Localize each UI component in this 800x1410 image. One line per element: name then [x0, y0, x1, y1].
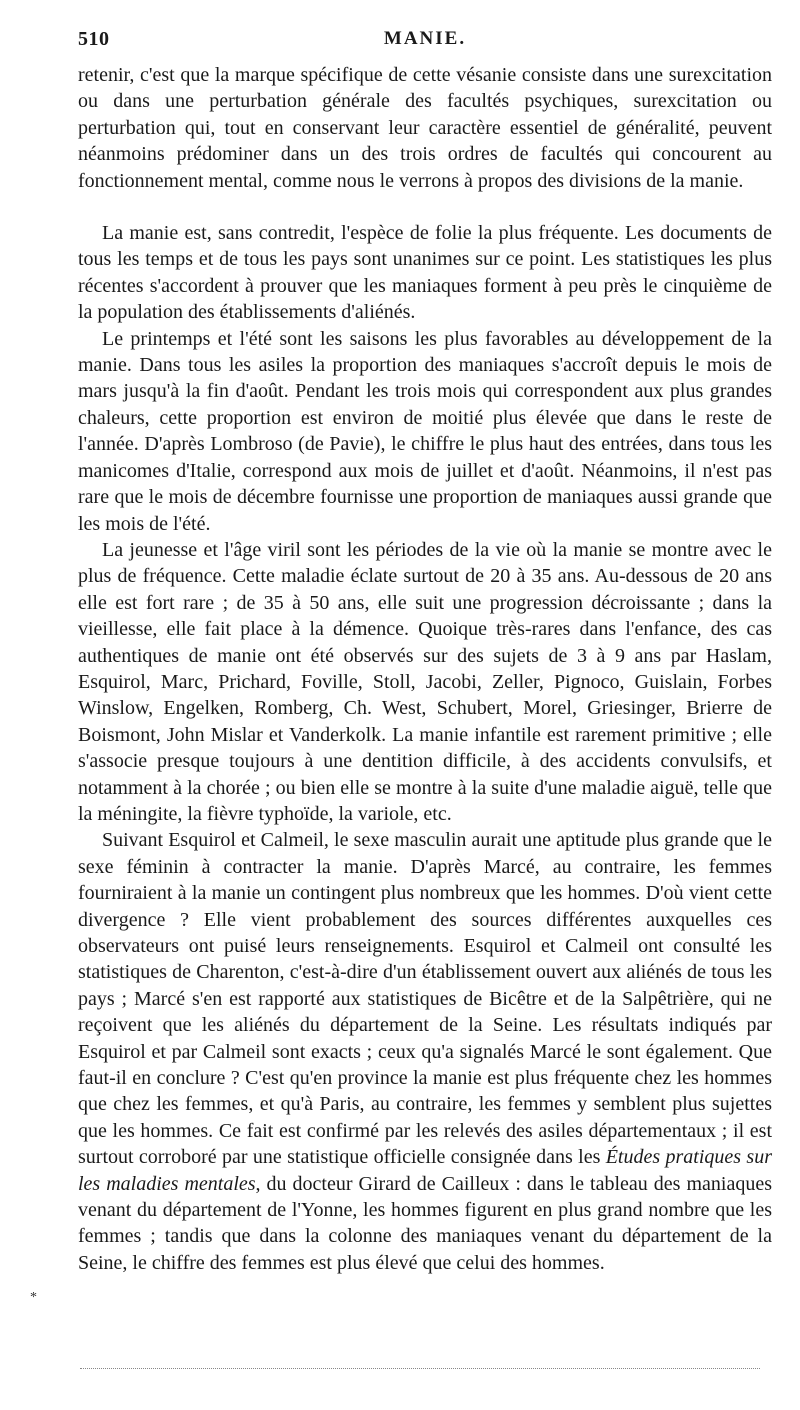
paragraph-sex-text-before: Suivant Esquirol et Calmeil, le sexe masculin aurait une aptitude plus grande que le sexe féminin à contracter la manie. D'après Marcé, au contraire, les femmes fourniraient à la manie un contingent plus nombreux que les hommes. D'où vient cette divergence ? Elle vient probablement des sources différentes auxquelles ces observateurs ont puisé leurs renseignements. Esquirol et Calmeil ont consulté les statistiques de Charenton, c'est-à-dire d'un établissement ouvert aux aliénés de tous les pays ; Marcé s'en est rapporté aux statistiques de Bicêtre et de la Salpêtrière, qui ne reçoivent que les aliénés du département de la Seine. Les résultats indiqués par Esquirol et par Calmeil sont exacts ; ceux qu'a signalés Marcé le sont également. Que faut-il en conclure ? C'est qu'en province la manie est plus fréquente chez les hommes que chez les femmes, et qu'à Paris, au contraire, les femmes y semblent plus sujettes que les hommes. Ce fait est confirmé par les relevés des asiles départementaux ; il est surtout corroboré par une statistique officielle consignée dans les — [78, 829, 772, 1169]
paragraph-sex — [78, 827, 772, 1276]
page-header — [78, 28, 772, 58]
paragraph-seasons: Le printemps et l'été sont les saisons les plus favorables au développement de la manie. Dans tous les asiles la proportion des maniaques s'accroît depuis le mois de mars jusqu'à la fin d'août. Pendant les trois mois qui correspondent aux plus grandes chaleurs, cette proportion est environ de moitié plus élevée que dans le reste de l'année. D'après Lombroso (de Pavie), le chiffre le plus haut des entrées, dans tous les manicomes d'Italie, correspond aux mois de juillet et d'août. Néanmoins, il n'est pas rare que le mois de décembre fournisse une proportion de maniaques aussi grande que les mois de l'été. — [78, 327, 772, 535]
running-head: MANIE. — [383, 28, 467, 49]
book-title-italic: Études pratiques sur les maladies mentales — [78, 1146, 772, 1195]
paragraph-age: La jeunesse et l'âge viril sont les périodes de la vie où la manie se montre avec le plus de fréquence. Cette maladie éclate surtout de 20 à 35 ans. Au-dessous de 20 ans elle est fort rare ; de 35 à 50 ans, elle suit une progression décroissante ; dans la vieillesse, elle fait place à la démence. Quoique très-rares dans l'enfance, des cas authentiques de manie ont été observés sur des sujets de 3 à 9 ans par Haslam, Esquirol, Marc, Prichard, Foville, Stoll, Jacobi, Zeller, Pignoco, Guislain, Forbes Winslow, Engelken, Romberg, Ch. West, Schubert, Morel, Griesinger, Brierre de Boismont, John Mislar et Vanderkolk. La manie infantile est rarement primitive ; elle s'associe presque toujours à une dentition difficile, à des accidents convulsifs, et notamment à la chorée ; ou bien elle se montre à la suite d'une maladie aiguë, telle que la méningite, la fièvre typhoïde, la variole, etc. — [78, 538, 772, 825]
page-body — [78, 62, 772, 1276]
footer-dotted-rule — [80, 1368, 760, 1369]
paragraph-continuation: retenir, c'est que la marque spécifique de cette vésanie consiste dans une surexcitation ou dans une perturbation générale des facultés psychiques, surexcitation ou perturbation qui, tout en conservant leur caractère essentiel de généralité, peuvent néanmoins prédominer dans un des trois ordres de facultés qui concourent au fonctionnement mental, comme nous le verrons à propos des divisions de la manie. — [78, 64, 772, 192]
page-number: 510 — [78, 28, 110, 50]
paragraph-sex-text-after: , du docteur Girard de Cailleux : dans le tableau des maniaques venant du département de l'Yonne, les hommes figurent en plus grand nombre que les femmes ; tandis que dans la colonne des maniaques venant du département de la Seine, le chiffre des femmes est plus élevé que celui des hommes. — [78, 1172, 773, 1274]
paragraph-frequency: La manie est, sans contredit, l'espèce de folie la plus fréquente. Les documents de tous les temps et de tous les pays sont unanimes sur ce point. Les statistiques les plus récentes s'accordent à prouver que les maniaques forment à peu près le cinquième de la population des établissements d'aliénés. — [78, 222, 772, 324]
margin-mark: * — [30, 1290, 37, 1305]
